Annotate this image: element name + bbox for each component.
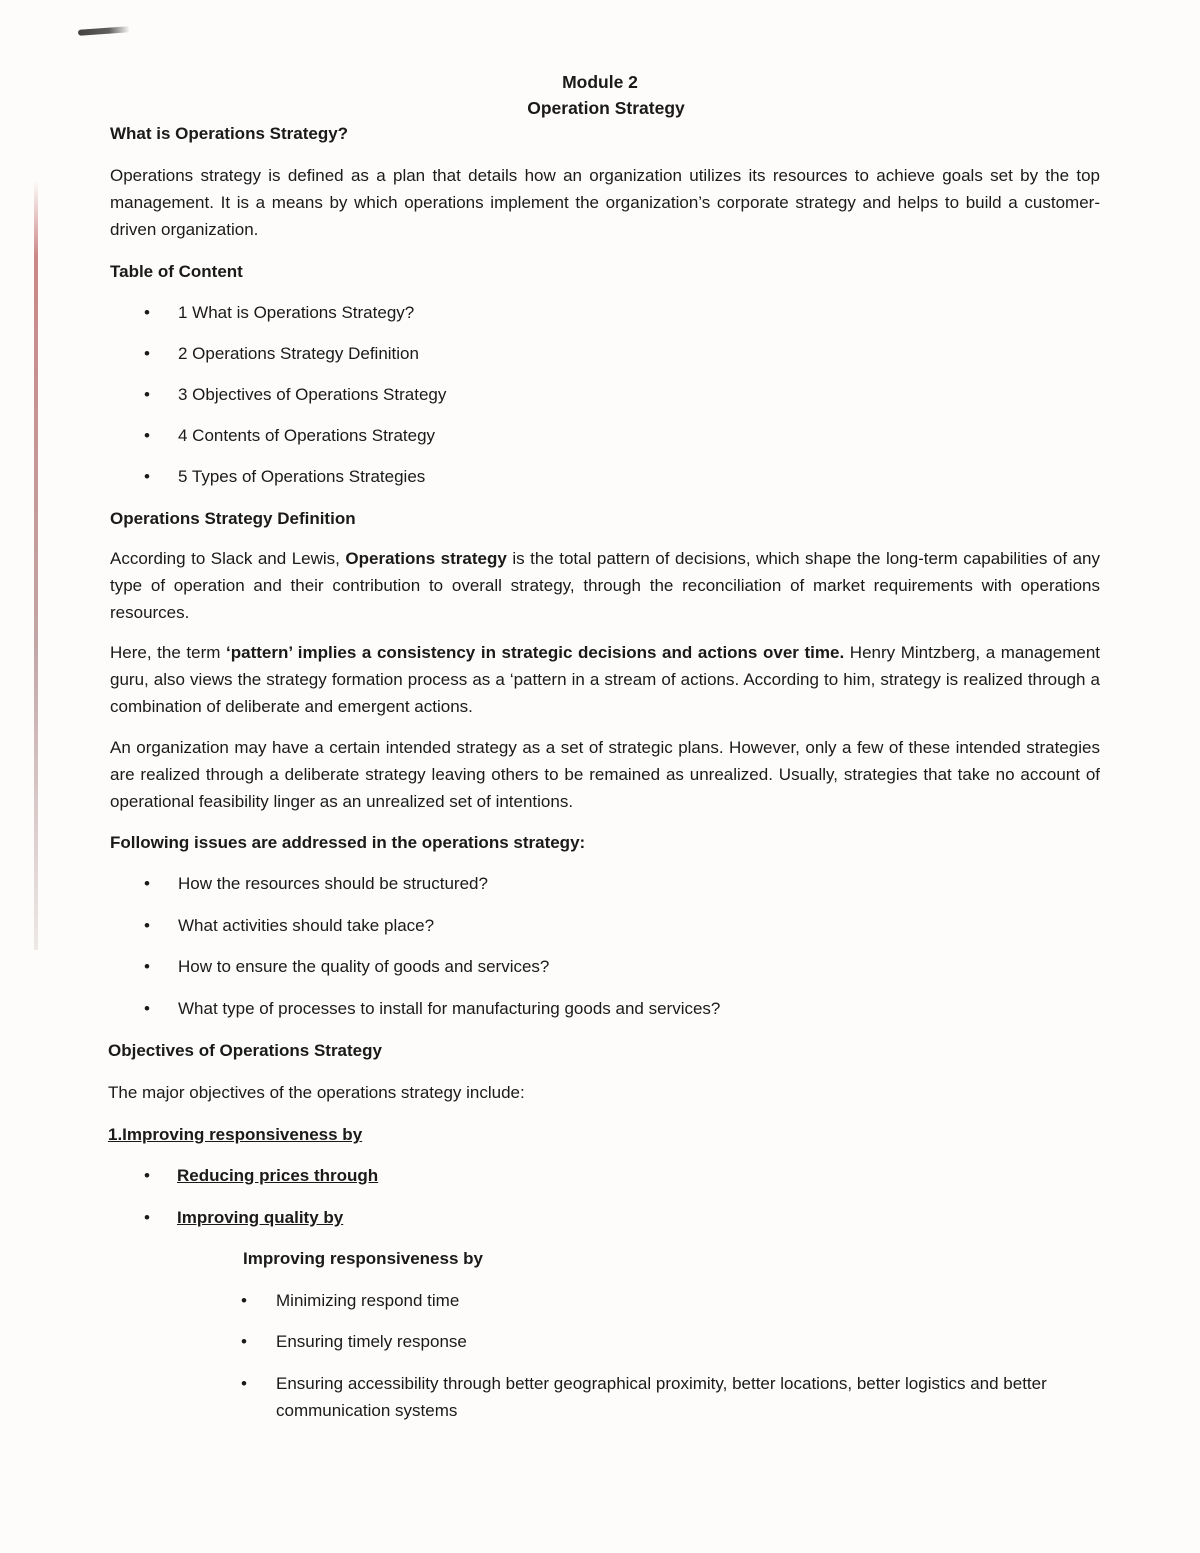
- responsiveness-subheading: Improving responsiveness by: [243, 1249, 483, 1268]
- issue-item: How the resources should be structured?: [178, 874, 488, 893]
- bullet-icon: •: [144, 426, 150, 445]
- toc-item: 2 Operations Strategy Definition: [178, 344, 419, 363]
- toc-item: 1 What is Operations Strategy?: [178, 303, 415, 322]
- bullet-icon: •: [144, 1208, 150, 1227]
- bullet-icon: •: [241, 1291, 247, 1310]
- definition-paragraph-2: [110, 639, 1100, 720]
- text-run: Here, the term: [110, 643, 227, 662]
- objectives-intro: The major objectives of the operations strategy include:: [108, 1083, 525, 1102]
- objective-sub-item: Reducing prices through: [177, 1166, 379, 1185]
- intro-paragraph: Operations strategy is defined as a plan that details how an organization utilizes its resources to achieve goals set by the top management. It is a means by which operations implement the organization’s corporate strategy and helps to build a customer-driven organization.: [110, 166, 1100, 239]
- bold-phrase: ‘pattern’ implies a consistency in strategic decisions and actions over time.: [226, 643, 845, 662]
- module-label: Module 2: [562, 72, 638, 92]
- scan-margin-shadow: [34, 180, 38, 950]
- text-run: Henry Mintzberg, a management guru, also views the strategy formation process as a ‘pattern in a stream of actions. According to him, strategy is realized through a combination of deliberate and emergent actions.: [110, 643, 1100, 716]
- issue-item: How to ensure the quality of goods and services?: [178, 957, 550, 976]
- bullet-icon: •: [144, 957, 150, 976]
- scan-pen-mark: [78, 26, 130, 36]
- bullet-icon: •: [144, 916, 150, 935]
- bullet-icon: •: [144, 1166, 150, 1185]
- bullet-icon: •: [144, 874, 150, 893]
- detail-item: Minimizing respond time: [276, 1291, 460, 1310]
- objectives-heading: Objectives of Operations Strategy: [108, 1041, 382, 1060]
- bullet-icon: •: [241, 1332, 247, 1351]
- detail-item: Ensuring timely response: [276, 1332, 467, 1351]
- intro-heading: What is Operations Strategy?: [110, 124, 349, 143]
- bullet-icon: •: [144, 303, 150, 322]
- definition-paragraph-1: [110, 545, 1100, 626]
- bullet-icon: •: [144, 344, 150, 363]
- text-run: According to Slack and Lewis,: [110, 549, 346, 568]
- bullet-icon: •: [241, 1374, 247, 1393]
- bullet-icon: •: [144, 467, 150, 486]
- objective-item-1: [108, 1121, 362, 1149]
- issue-item: What type of processes to install for manufacturing goods and services?: [178, 999, 721, 1018]
- bold-term: Operations strategy: [345, 549, 507, 568]
- definition-paragraph-3: An organization may have a certain intended strategy as a set of strategic plans. However, only a few of these intended strategies are realized through a deliberate strategy leaving others to be remained as unrealized. Usually, strategies that take no account of operational feasibility linger as an unrealized set of intentions.: [110, 738, 1100, 811]
- issue-item: What activities should take place?: [178, 916, 435, 935]
- definition-heading: Operations Strategy Definition: [110, 509, 356, 528]
- document-title: Operation Strategy: [527, 98, 685, 118]
- objective-item-1-label: 1.Improving responsiveness by: [108, 1125, 363, 1144]
- toc-heading: Table of Content: [110, 262, 243, 281]
- issues-heading: Following issues are addressed in the operations strategy:: [110, 833, 586, 852]
- toc-item: 4 Contents of Operations Strategy: [178, 426, 436, 445]
- objective-sub-item: Improving quality by: [177, 1208, 344, 1227]
- detail-item: Ensuring accessibility through better geographical proximity, better locations, better logistics and better communication systems: [276, 1374, 1047, 1420]
- toc-item: 3 Objectives of Operations Strategy: [178, 385, 447, 404]
- bullet-icon: •: [144, 999, 150, 1018]
- text-run: is the total pattern of decisions, which shape the long-term capabilities of any type of operation and their contribution to overall strategy, through the reconciliation of market requirements with operations resources.: [110, 549, 1101, 622]
- toc-item: 5 Types of Operations Strategies: [178, 467, 426, 486]
- bullet-icon: •: [144, 385, 150, 404]
